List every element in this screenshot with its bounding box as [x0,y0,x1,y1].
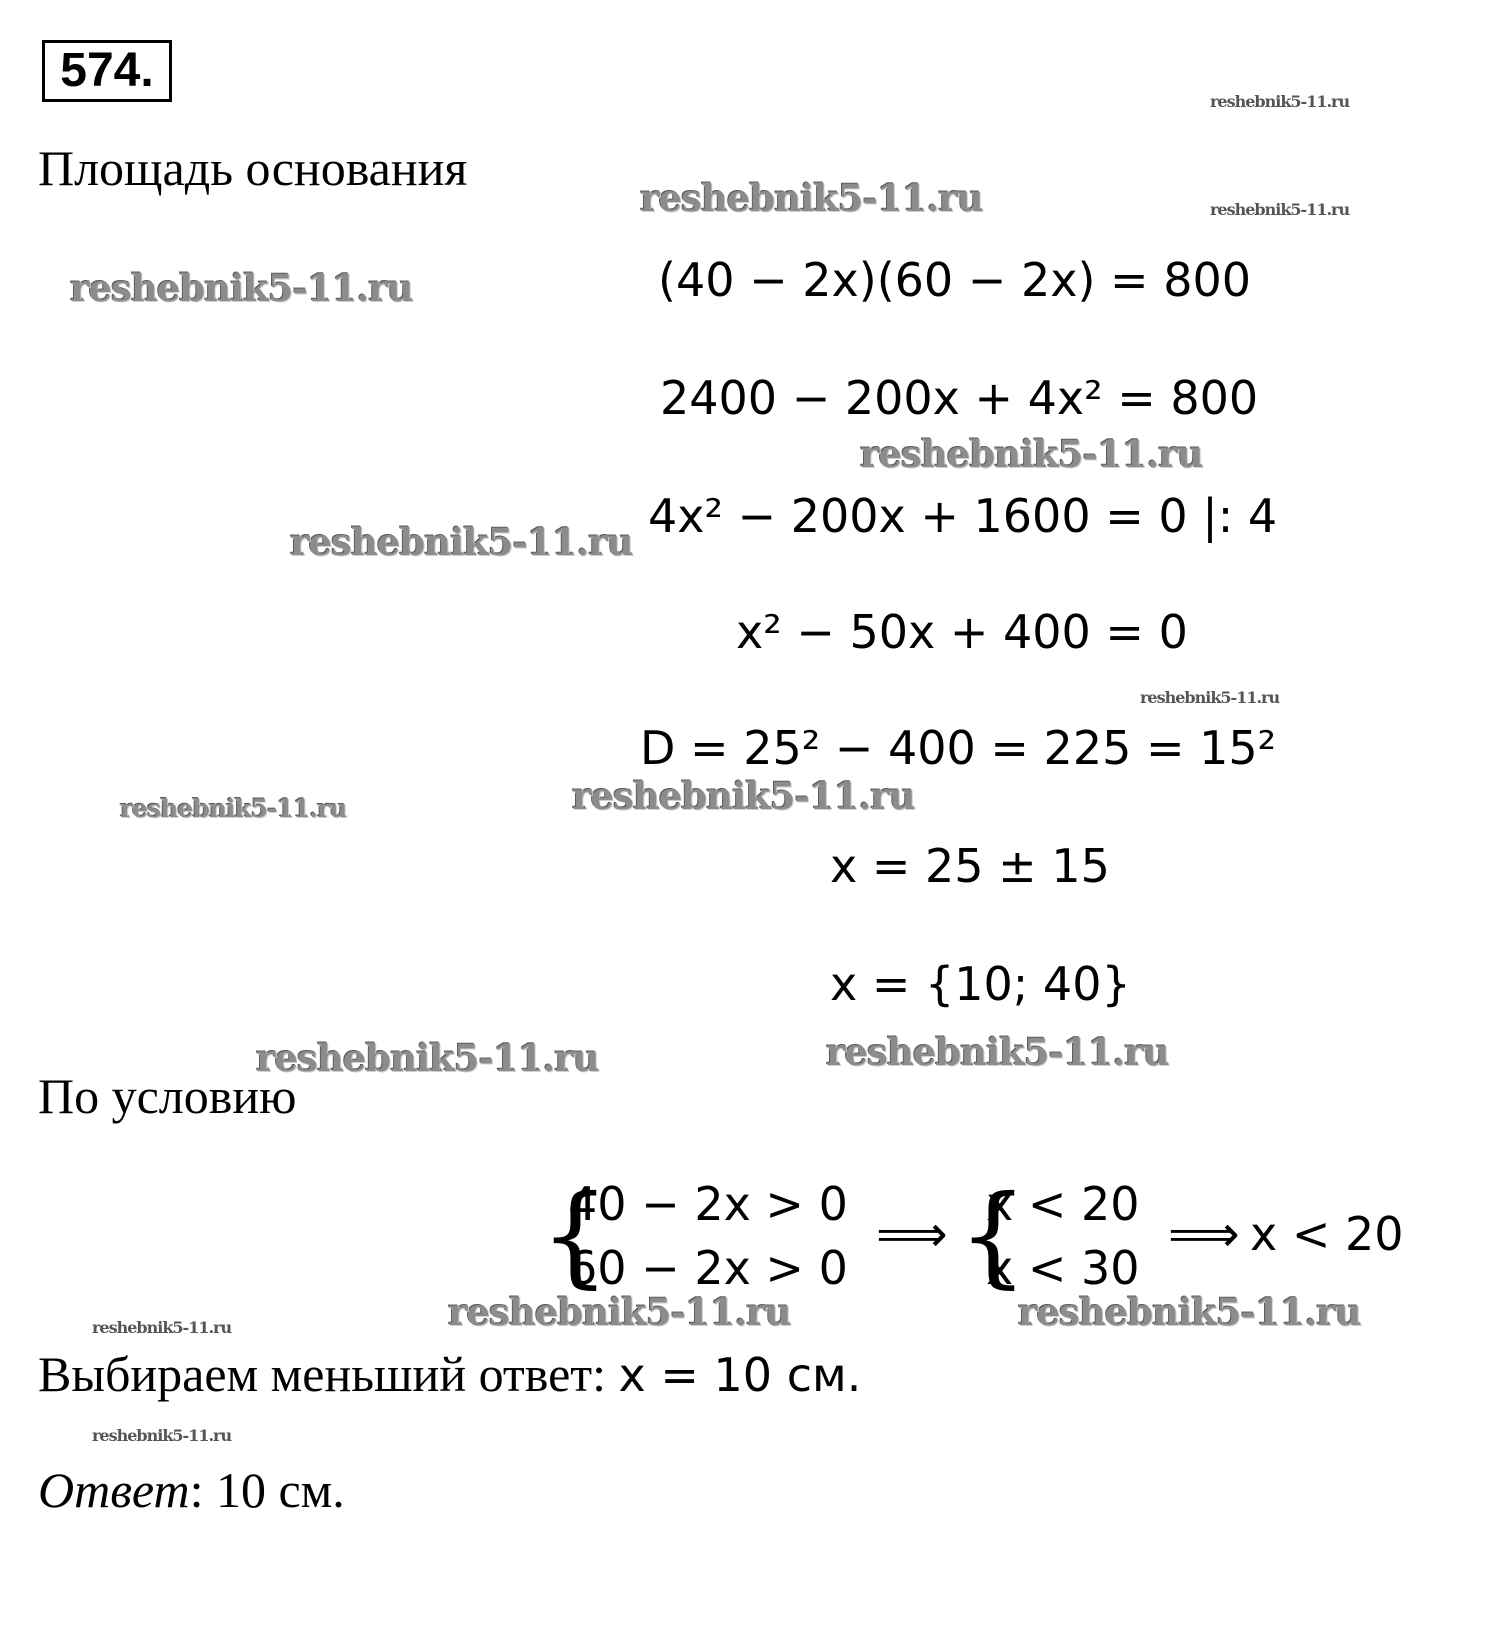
problem-number: 574. [42,40,172,102]
watermark: reshebnik5-11.ru [92,1426,232,1445]
system-middle-row-2: x < 30 [986,1241,1140,1295]
heading: Площадь основания [38,140,468,196]
watermark: reshebnik5-11.ru [1018,1290,1361,1334]
watermark: reshebnik5-11.ru [290,520,633,564]
choice-line [38,1346,861,1403]
equation-3: 4x² − 200x + 1600 = 0 |: 4 [648,489,1278,543]
condition-label: По условию [38,1068,297,1124]
watermark: reshebnik5-11.ru [256,1036,599,1080]
watermark: reshebnik5-11.ru [448,1290,791,1334]
equation-solution-set: x = {10; 40} [830,957,1131,1011]
equation-discriminant: D = 25² − 400 = 225 = 15² [640,721,1277,775]
watermark: reshebnik5-11.ru [1210,92,1350,111]
choice-value: x = 10 см. [618,1348,862,1402]
answer-line [38,1462,345,1518]
system-result: x < 20 [1250,1207,1404,1261]
answer-value: : 10 см. [189,1462,345,1518]
system-left-row-1: 40 − 2x > 0 [568,1177,848,1231]
equation-1: (40 − 2x)(60 − 2x) = 800 [658,253,1251,307]
implies-arrow-2: ⟹ [1168,1205,1240,1263]
equation-roots: x = 25 ± 15 [830,839,1110,893]
watermark: reshebnik5-11.ru [1210,200,1350,219]
watermark: reshebnik5-11.ru [572,774,915,818]
watermark: reshebnik5-11.ru [92,1318,232,1337]
implies-arrow-1: ⟹ [876,1205,948,1263]
watermark: reshebnik5-11.ru [860,432,1203,476]
left-brace: { [540,1171,610,1299]
watermark: reshebnik5-11.ru [640,176,983,220]
system-left-row-2: 60 − 2x > 0 [568,1241,848,1295]
watermark: reshebnik5-11.ru [1140,688,1280,707]
watermark: reshebnik5-11.ru [70,266,413,310]
equation-2: 2400 − 200x + 4x² = 800 [660,371,1259,425]
middle-brace: { [958,1171,1028,1299]
choice-text: Выбираем меньший ответ: [38,1346,607,1402]
answer-label: Ответ [38,1462,190,1518]
watermark: reshebnik5-11.ru [120,794,347,823]
equation-4: x² − 50x + 400 = 0 [736,605,1188,659]
watermark: reshebnik5-11.ru [826,1030,1169,1074]
system-middle-row-1: x < 20 [986,1177,1140,1231]
